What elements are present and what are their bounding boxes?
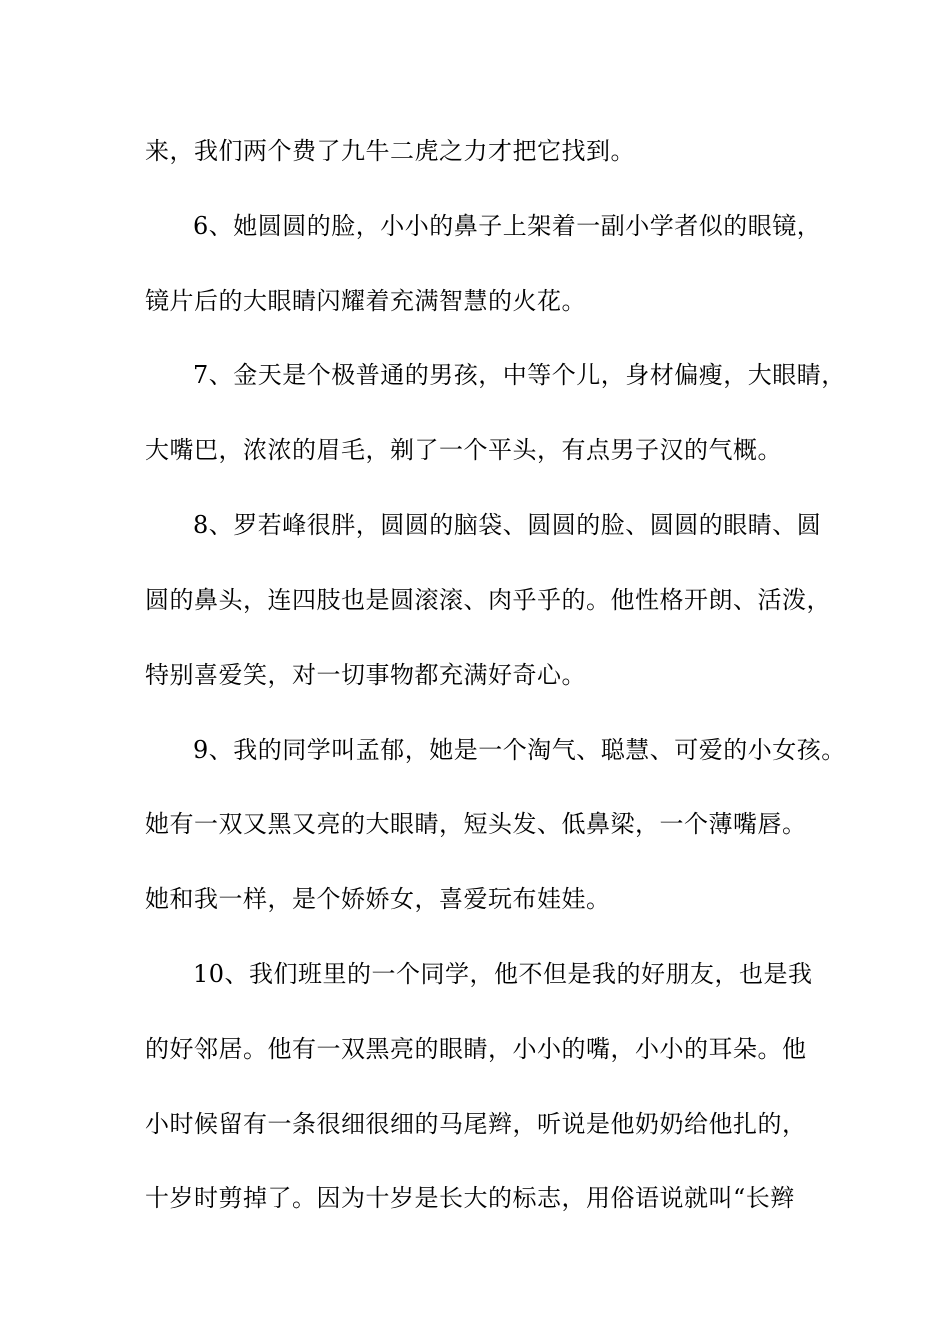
text-line-11: 她和我一样，是个娇娇女，喜爱玩布娃娃。 [145,885,611,913]
text-line-1: 来，我们两个费了九牛二虎之力才把它找到。 [145,137,635,165]
text-line-8: 特别喜爱笑，对一切事物都充满好奇心。 [145,661,586,689]
text-line-9: 9、我的同学叫孟郁，她是一个淘气、聪慧、可爱的小女孩。 [193,736,846,764]
text-line-13: 的好邻居。他有一双黑亮的眼睛，小小的嘴，小小的耳朵。他 [145,1035,807,1063]
text-line-7: 圆的鼻头，连四肢也是圆滚滚、肉乎乎的。他性格开朗、活泼， [145,586,831,614]
text-line-5: 大嘴巴，浓浓的眉毛，剃了一个平头，有点男子汉的气概。 [145,436,782,464]
text-line-4: 7、金天是个极普通的男孩，中等个儿，身材偏瘦，大眼睛， [193,361,846,389]
text-line-10: 她有一双又黑又亮的大眼睛，短头发、低鼻梁，一个薄嘴唇。 [145,810,807,838]
text-line-12: 10、我们班里的一个同学，他不但是我的好朋友，也是我 [193,960,813,988]
text-line-2: 6、她圆圆的脸，小小的鼻子上架着一副小学者似的眼镜， [193,212,822,240]
text-line-6: 8、罗若峰很胖，圆圆的脑袋、圆圆的脸、圆圆的眼睛、圆 [193,511,822,539]
text-line-3: 镜片后的大眼睛闪耀着充满智慧的火花。 [145,287,586,315]
text-line-14: 小时候留有一条很细很细的马尾辫，听说是他奶奶给他扎的， [145,1110,807,1138]
text-line-15: 十岁时剪掉了。因为十岁是长大的标志，用俗语说就叫“长辫 [145,1184,795,1212]
